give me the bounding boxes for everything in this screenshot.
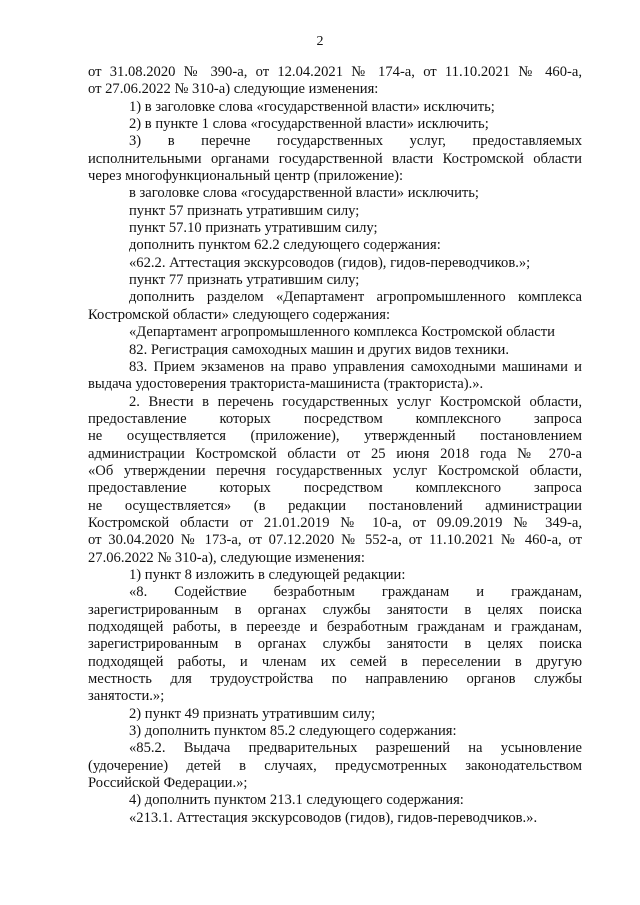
text-line: подходящей работы, в переезде и безработным гражданам и гражданам, — [88, 619, 582, 635]
text-line: выдача удостоверения тракториста-машиниста (тракториста).». — [88, 376, 484, 393]
text-line: предоставление которых посредством комплексного запроса — [88, 480, 582, 497]
text-line: в заголовке слова «государственной власти» исключить; — [129, 185, 479, 202]
text-line: «213.1. Аттестация экскурсоводов (гидов), гидов-переводчиков.». — [129, 809, 538, 826]
text-line: через многофункциональный центр (приложение): — [88, 168, 404, 185]
text-line: 83. Прием экзаменов на право управления самоходными машинами и — [129, 358, 582, 375]
text-line: «Департамент агропромышленного комплекса Костромской области — [129, 324, 555, 341]
text-line: Костромской области» следующего содержания: — [88, 306, 391, 323]
text-line: «62.2. Аттестация экскурсоводов (гидов), гидов-переводчиков.»; — [129, 254, 531, 271]
document-body — [88, 64, 582, 827]
text-line: «85.2. Выдача предварительных разрешений на усыновление — [129, 740, 582, 757]
text-line: предоставление которых посредством комплексного запроса — [88, 410, 582, 427]
text-line: зарегистрированным в органах службы занятости в целях поиска — [88, 601, 582, 618]
text-line: 4) дополнить пунктом 213.1 следующего содержания: — [129, 792, 464, 809]
text-line: Российской Федерации.»; — [88, 775, 248, 792]
text-line: 2) пункт 49 признать утратившим силу; — [129, 705, 376, 722]
text-line: дополнить пунктом 62.2 следующего содержания: — [129, 237, 441, 254]
text-line: от 30.04.2020 № 173-а, от 07.12.2020 № 552-а, от 11.10.2021 № 460-а, от — [88, 532, 582, 549]
text-line: 1) пункт 8 изложить в следующей редакции: — [129, 566, 406, 583]
text-line: (удочерение) детей в случаях, предусмотренных законодательством — [88, 757, 582, 774]
text-line: 82. Регистрация самоходных машин и других видов техники. — [129, 341, 510, 358]
text-line: пункт 77 признать утратившим силу; — [129, 272, 360, 289]
text-line: 1) в заголовке слова «государственной власти» исключить; — [129, 98, 495, 115]
text-line: от 31.08.2020 № 390-а, от 12.04.2021 № 174-а, от 11.10.2021 № 460-а, — [88, 64, 582, 80]
text-line: дополнить разделом «Департамент агропромышленного комплекса — [129, 289, 582, 306]
text-line: Костромской области от 21.01.2019 № 10-а, от 09.09.2019 № 349-а, — [88, 514, 582, 531]
text-line: от 27.06.2022 № 310-а) следующие изменения: — [88, 81, 379, 98]
text-line: занятости.»; — [88, 688, 165, 705]
text-line: подходящей работы, и членам их семей в переселении в другую — [88, 653, 582, 670]
text-line: не осуществляется (приложение), утвержденный постановлением — [88, 428, 582, 445]
text-line: не осуществляется» (в редакции постановлений администрации — [88, 497, 582, 514]
page-number: 2 — [316, 34, 324, 49]
text-line: «8. Содействие безработным гражданам и гражданам, — [129, 584, 582, 601]
text-line: исполнительными органами государственной власти Костромской области — [88, 150, 582, 167]
text-line: пункт 57.10 признать утратившим силу; — [129, 220, 378, 237]
text-line: 2. Внести в перечень государственных услуг Костромской области, — [129, 393, 582, 410]
text-line: местность для трудоустройства по направлению органов службы — [88, 671, 582, 688]
text-line: 3) дополнить пунктом 85.2 следующего содержания: — [129, 723, 457, 740]
text-line: пункт 57 признать утратившим силу; — [129, 202, 360, 219]
text-line: зарегистрированным в органах службы занятости в целях поиска — [88, 636, 582, 653]
text-line: 2) в пункте 1 слова «государственной власти» исключить; — [129, 116, 489, 133]
text-line: 3) в перечне государственных услуг, предоставляемых — [129, 133, 582, 150]
text-line: администрации Костромской области от 25 июня 2018 года № 270-а — [88, 445, 582, 462]
text-line: 27.06.2022 № 310-а), следующие изменения: — [88, 549, 365, 566]
text-line: «Об утверждении перечня государственных услуг Костромской области, — [88, 462, 582, 479]
